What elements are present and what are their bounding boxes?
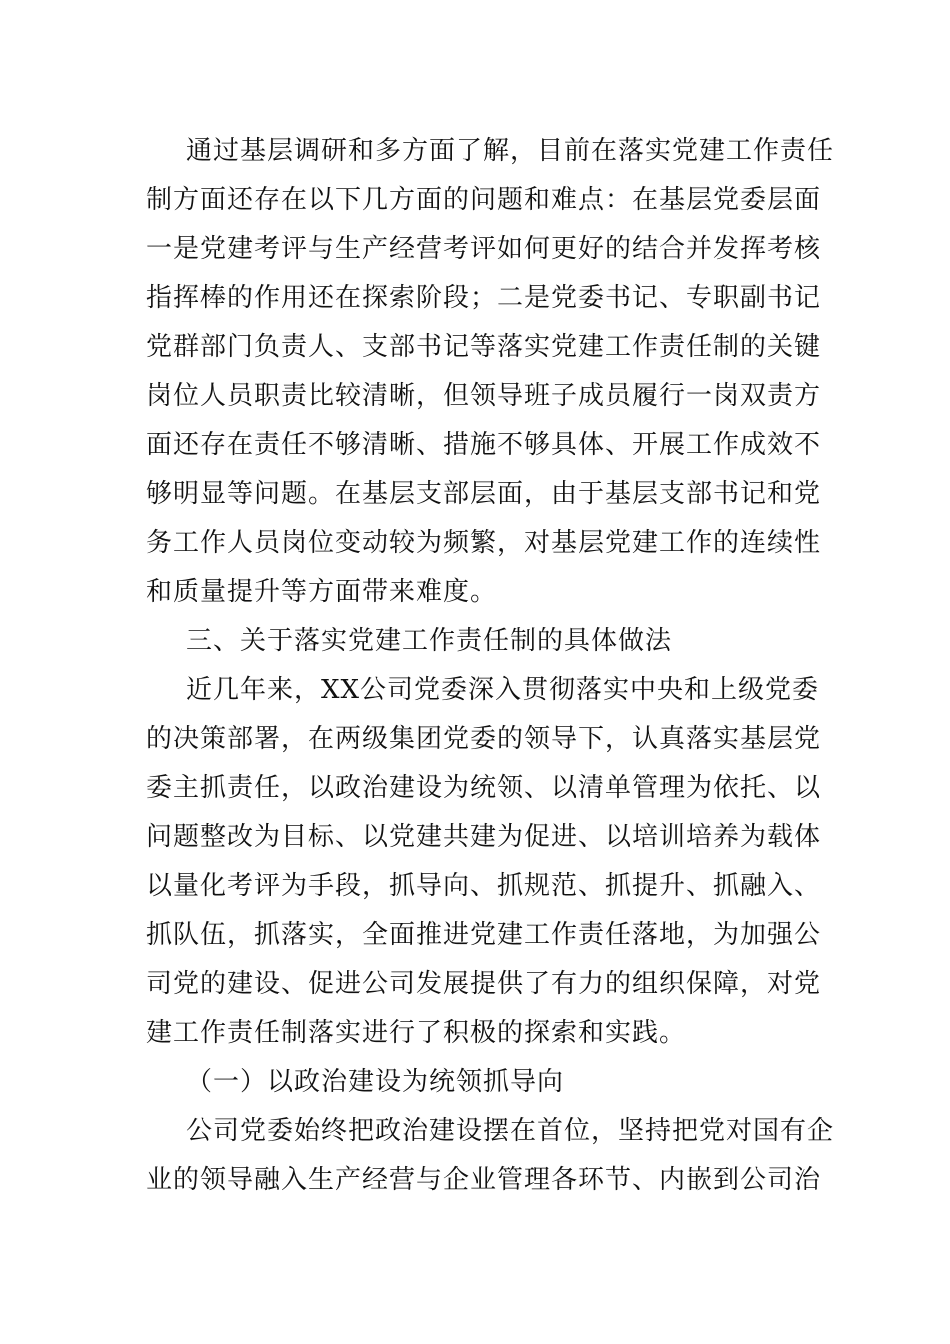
paragraph-political-building	[146, 1107, 835, 1205]
section-heading	[146, 617, 806, 666]
text-line: 问题整改为目标、以党建共建为促进、以培训培养为载体	[146, 822, 822, 852]
text-line: 委主抓责任，以政治建设为统领、以清单管理为依托、以	[146, 773, 822, 803]
subsection-heading	[146, 1058, 806, 1107]
text-line: 的决策部署，在两级集团党委的领导下，认真落实基层党	[146, 724, 822, 754]
text-line: 岗位人员职责比较清晰，但领导班子成员履行一岗双责方	[146, 381, 822, 411]
subsection-heading-text: （一）以政治建设为统领抓导向	[186, 1067, 565, 1097]
text-line: 面还存在责任不够清晰、措施不够具体、开展工作成效不	[146, 430, 822, 460]
text-line: 近几年来，XX公司党委深入贯彻落实中央和上级党委	[186, 675, 820, 705]
paragraph-problems	[146, 127, 835, 617]
text-line: 抓队伍，抓落实，全面推进党建工作责任落地，为加强公	[146, 920, 822, 950]
text-line: 党群部门负责人、支部书记等落实党建工作责任制的关键	[146, 332, 822, 362]
text-line: 公司党委始终把政治建设摆在首位，坚持把党对国有企	[186, 1116, 835, 1146]
text-line: 一是党建考评与生产经营考评如何更好的结合并发挥考核	[146, 234, 822, 264]
text-line: 通过基层调研和多方面了解，目前在落实党建工作责任	[186, 136, 835, 166]
text-line: 业的领导融入生产经营与企业管理各环节、内嵌到公司治	[146, 1165, 822, 1195]
section-heading-text: 三、关于落实党建工作责任制的具体做法	[186, 626, 673, 656]
paragraph-practices	[146, 666, 822, 1058]
text-line: 建工作责任制落实进行了积极的探索和实践。	[146, 1018, 687, 1048]
text-line: 够明显等问题。在基层支部层面，由于基层支部书记和党	[146, 479, 822, 509]
document-body	[146, 127, 835, 1205]
text-line: 和质量提升等方面带来难度。	[146, 577, 498, 607]
text-line: 司党的建设、促进公司发展提供了有力的组织保障，对党	[146, 969, 822, 999]
text-line: 指挥棒的作用还在探索阶段；二是党委书记、专职副书记	[146, 283, 822, 313]
text-line: 以量化考评为手段，抓导向、抓规范、抓提升、抓融入、	[146, 871, 822, 901]
text-line: 制方面还存在以下几方面的问题和难点：在基层党委层面	[146, 185, 822, 215]
text-line: 务工作人员岗位变动较为频繁，对基层党建工作的连续性	[146, 528, 822, 558]
